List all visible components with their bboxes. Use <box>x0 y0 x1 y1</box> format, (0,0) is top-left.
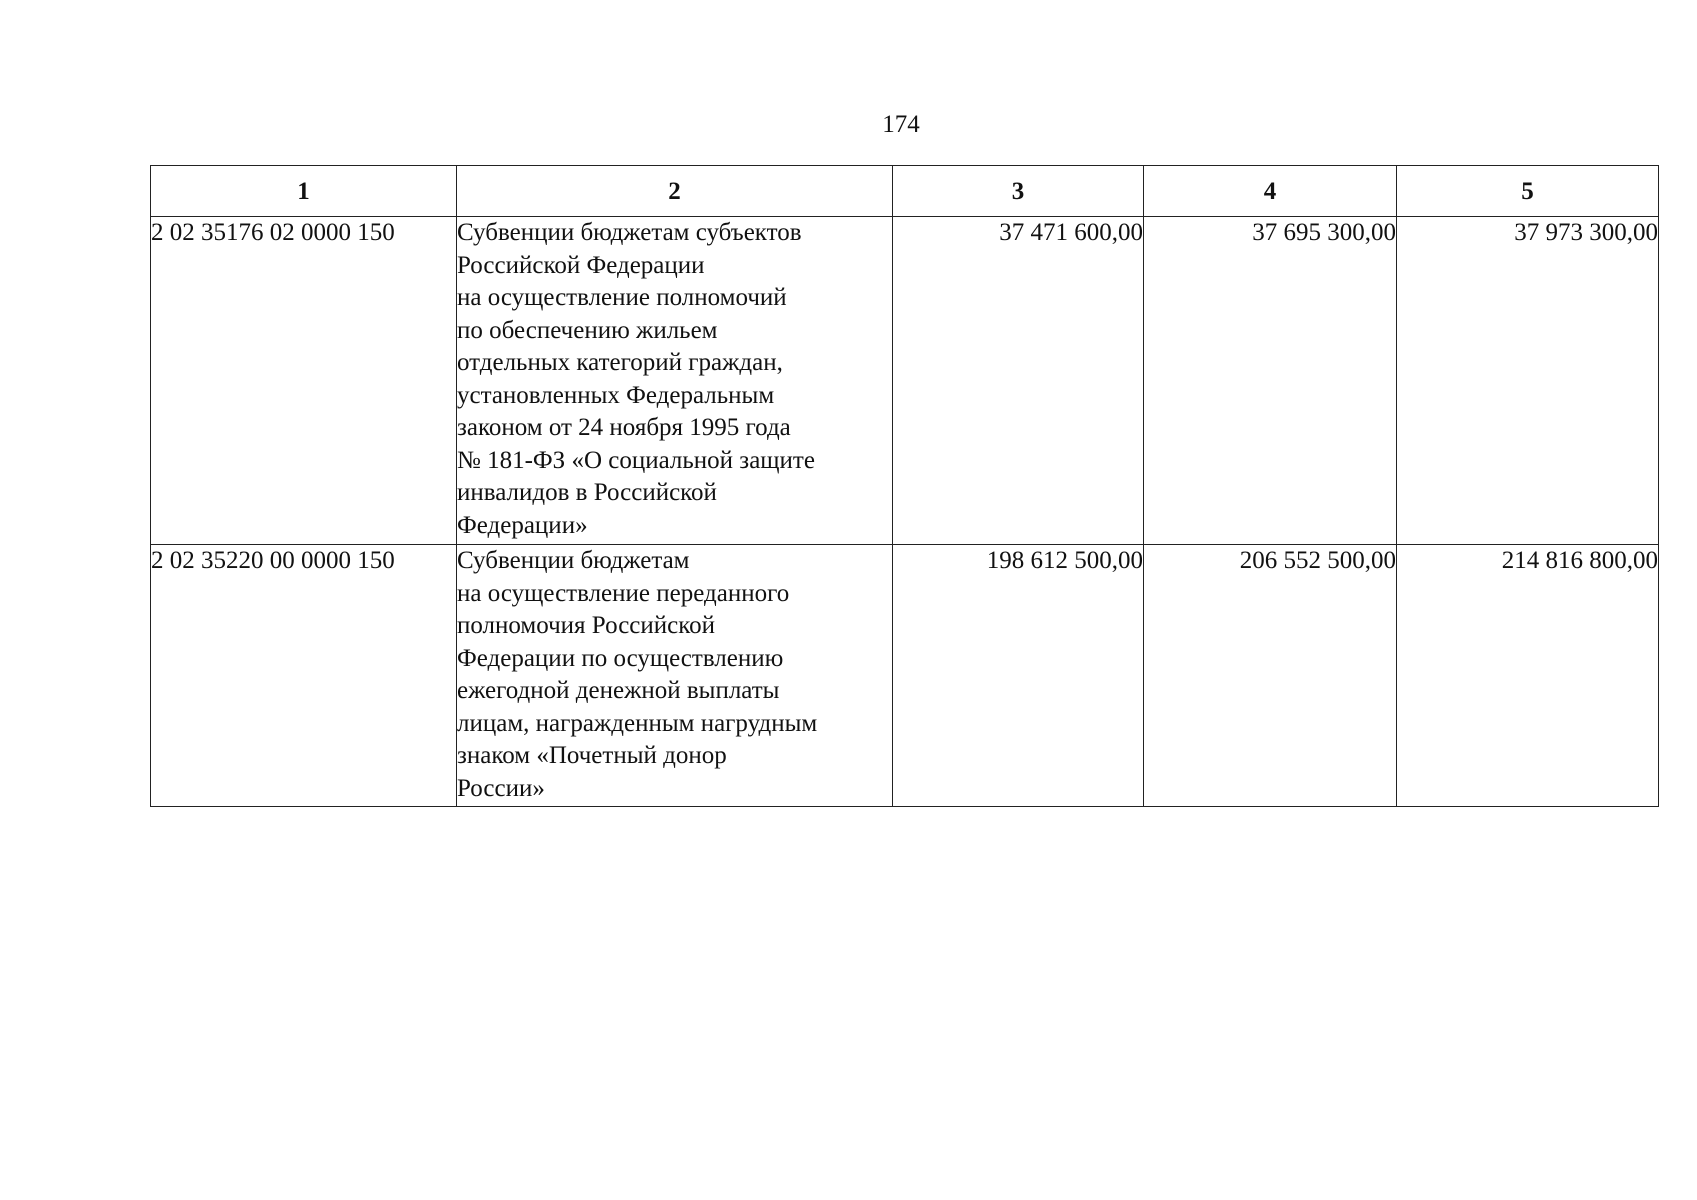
description-line: на осуществление переданного <box>457 579 790 607</box>
description-line: инвалидов в Российской <box>457 479 717 506</box>
amount-col-3-cell: 37 471 600,00 <box>893 217 1144 545</box>
description-line: законом от 24 ноября 1995 года <box>457 414 791 441</box>
amount-col-5-cell: 214 816 800,00 <box>1397 545 1659 807</box>
description-line: знаком «Почетный донор <box>457 742 727 769</box>
header-col-5: 5 <box>1397 166 1659 217</box>
description-line: по обеспечению жильем <box>457 316 718 344</box>
budget-table <box>150 165 1659 807</box>
header-col-4: 4 <box>1144 166 1397 217</box>
table-row <box>151 217 1659 545</box>
description-line: на осуществление полномочий <box>457 284 787 311</box>
description-line: Субвенции бюджетам субъектов <box>457 219 802 246</box>
page-number: 174 <box>882 111 920 138</box>
header-col-2: 2 <box>457 166 893 217</box>
header-col-3: 3 <box>893 166 1144 217</box>
amount-col-4-cell: 37 695 300,00 <box>1144 217 1397 545</box>
amount-col-5-cell: 37 973 300,00 <box>1397 217 1659 545</box>
description-line: лицам, награжденным нагрудным <box>457 709 818 737</box>
description-cell <box>457 545 893 807</box>
description-line: Российской Федерации <box>457 251 705 279</box>
amount-col-4-cell: 206 552 500,00 <box>1144 545 1397 807</box>
description-line: отдельных категорий граждан, <box>457 349 783 376</box>
description-line: ежегодной денежной выплаты <box>457 677 780 704</box>
description-line: № 181-ФЗ «О социальной защите <box>457 446 815 474</box>
amount-col-3-cell: 198 612 500,00 <box>893 545 1144 807</box>
table-header-row <box>151 166 1659 217</box>
description-line: установленных Федеральным <box>457 381 775 409</box>
description-line: Субвенции бюджетам <box>457 547 690 574</box>
description-cell <box>457 217 893 545</box>
table-row <box>151 545 1659 807</box>
header-col-1: 1 <box>151 166 457 217</box>
description-line: Федерации по осуществлению <box>457 644 784 672</box>
description-line: Федерации» <box>457 511 588 539</box>
budget-code-cell: 2 02 35220 00 0000 150 <box>151 545 457 807</box>
description-line: России» <box>457 774 545 802</box>
description-line: полномочия Российской <box>457 612 716 639</box>
budget-code-cell: 2 02 35176 02 0000 150 <box>151 217 457 545</box>
